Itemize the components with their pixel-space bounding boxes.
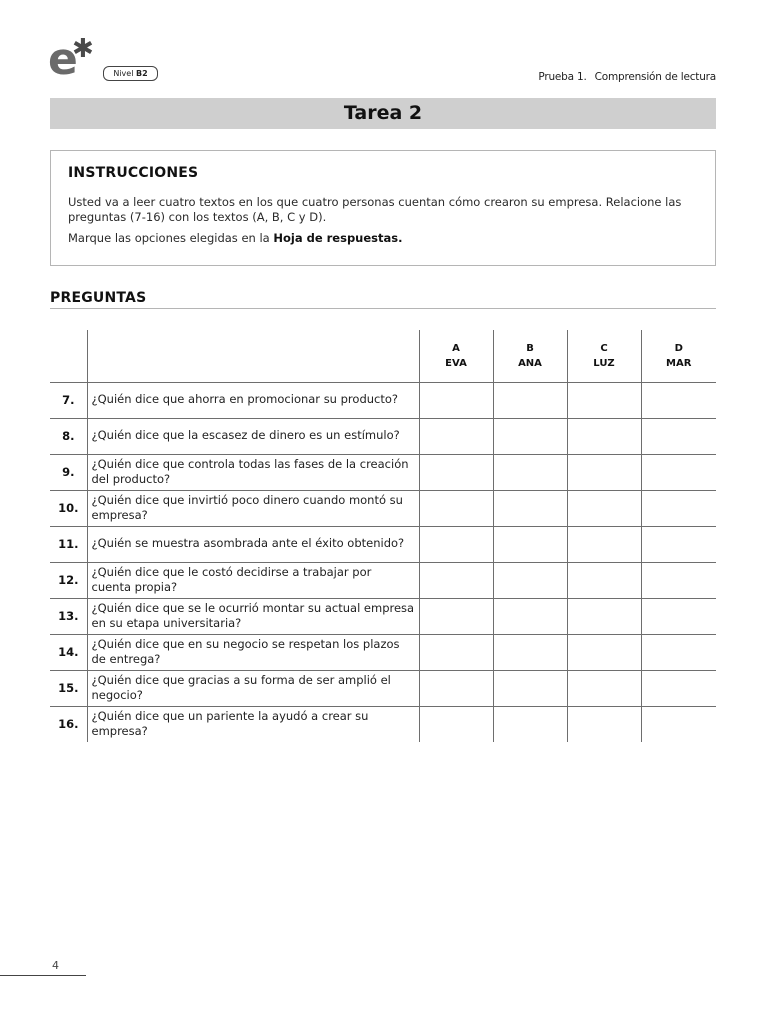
question-text: ¿Quién dice que gracias a su forma de ser amplió el negocio? (87, 670, 419, 706)
header-empty-number (50, 330, 87, 382)
answer-cell-c[interactable] (567, 526, 641, 562)
answer-cell-a[interactable] (419, 526, 493, 562)
answer-cell-d[interactable] (641, 562, 716, 598)
question-number: 9. (50, 454, 87, 490)
table-row (50, 454, 716, 490)
table-row (50, 526, 716, 562)
questions-heading: PREGUNTAS (50, 290, 716, 309)
answer-cell-a[interactable] (419, 706, 493, 742)
column-letter: C (600, 342, 608, 354)
column-name: MAR (666, 357, 692, 369)
answer-cell-a[interactable] (419, 634, 493, 670)
logo-letter: e (48, 34, 78, 85)
test-name: Prueba 1. (538, 71, 587, 83)
answer-cell-d[interactable] (641, 526, 716, 562)
answer-cell-a[interactable] (419, 670, 493, 706)
answer-cell-b[interactable] (493, 562, 567, 598)
header-empty-question (87, 330, 419, 382)
answer-cell-d[interactable] (641, 418, 716, 454)
answer-cell-c[interactable] (567, 562, 641, 598)
answer-cell-c[interactable] (567, 598, 641, 634)
answer-cell-a[interactable] (419, 418, 493, 454)
answer-cell-d[interactable] (641, 454, 716, 490)
table-row (50, 670, 716, 706)
table-row (50, 706, 716, 742)
instructions-paragraph-2 (68, 231, 698, 246)
footer-rule (0, 975, 86, 976)
answer-cell-a[interactable] (419, 490, 493, 526)
answer-cell-b[interactable] (493, 526, 567, 562)
logo-star-icon: ✱ (72, 34, 94, 64)
answer-cell-b[interactable] (493, 490, 567, 526)
table-row (50, 598, 716, 634)
table-row (50, 490, 716, 526)
answer-cell-d[interactable] (641, 670, 716, 706)
instructions-box (50, 150, 716, 266)
answer-cell-b[interactable] (493, 598, 567, 634)
question-number: 14. (50, 634, 87, 670)
answer-cell-c[interactable] (567, 634, 641, 670)
column-name: EVA (445, 357, 467, 369)
question-text: ¿Quién dice que ahorra en promocionar su producto? (87, 382, 419, 418)
question-number: 7. (50, 382, 87, 418)
answer-cell-d[interactable] (641, 382, 716, 418)
question-number: 16. (50, 706, 87, 742)
answer-sheet-reference: Hoja de respuestas. (273, 231, 403, 245)
answer-cell-a[interactable] (419, 598, 493, 634)
question-number: 8. (50, 418, 87, 454)
question-text: ¿Quién dice que invirtió poco dinero cuando montó su empresa? (87, 490, 419, 526)
table-row (50, 562, 716, 598)
table-row (50, 382, 716, 418)
column-name: LUZ (593, 357, 615, 369)
column-header-c (567, 330, 641, 382)
question-number: 12. (50, 562, 87, 598)
question-text: ¿Quién dice que un pariente la ayudó a crear su empresa? (87, 706, 419, 742)
questions-table (50, 330, 716, 742)
question-number: 11. (50, 526, 87, 562)
answer-cell-b[interactable] (493, 670, 567, 706)
answer-cell-c[interactable] (567, 670, 641, 706)
question-text: ¿Quién dice que le costó decidirse a trabajar por cuenta propia? (87, 562, 419, 598)
column-letter: B (526, 342, 534, 354)
answer-cell-b[interactable] (493, 706, 567, 742)
page-number: 4 (52, 959, 59, 972)
answer-cell-b[interactable] (493, 418, 567, 454)
column-header-d (641, 330, 716, 382)
question-text: ¿Quién se muestra asombrada ante el éxito obtenido? (87, 526, 419, 562)
table-row (50, 418, 716, 454)
answer-cell-b[interactable] (493, 382, 567, 418)
answer-cell-d[interactable] (641, 706, 716, 742)
answer-cell-a[interactable] (419, 562, 493, 598)
question-text: ¿Quién dice que en su negocio se respetan los plazos de entrega? (87, 634, 419, 670)
instructions-paragraph-1: Usted va a leer cuatro textos en los que cuatro personas cuentan cómo crearon su empresa. Relacione las preguntas (7-16) con los textos (A, B, C y D). (68, 195, 682, 224)
question-text: ¿Quién dice que se le ocurrió montar su actual empresa en su etapa universitaria? (87, 598, 419, 634)
table-row (50, 634, 716, 670)
question-number: 15. (50, 670, 87, 706)
question-number: 13. (50, 598, 87, 634)
question-number: 10. (50, 490, 87, 526)
instructions-heading: INSTRUCCIONES (68, 165, 199, 181)
column-name: ANA (518, 357, 542, 369)
question-text: ¿Quién dice que controla todas las fases de la creación del producto? (87, 454, 419, 490)
section-name: Comprensión de lectura (594, 71, 716, 83)
column-header-a (419, 330, 493, 382)
column-letter: A (452, 342, 460, 354)
level-value: B2 (135, 69, 148, 78)
answer-cell-c[interactable] (567, 490, 641, 526)
answer-cell-d[interactable] (641, 634, 716, 670)
answer-cell-d[interactable] (641, 490, 716, 526)
column-header-b (493, 330, 567, 382)
task-title: Tarea 2 (50, 98, 716, 129)
answer-cell-c[interactable] (567, 418, 641, 454)
logo (48, 34, 108, 88)
answer-cell-d[interactable] (641, 598, 716, 634)
answer-cell-b[interactable] (493, 634, 567, 670)
answer-cell-c[interactable] (567, 454, 641, 490)
answer-cell-a[interactable] (419, 454, 493, 490)
test-header (538, 71, 716, 83)
level-label: Nivel (113, 69, 134, 78)
answer-cell-c[interactable] (567, 706, 641, 742)
column-letter: D (674, 342, 683, 354)
table-header-row (50, 330, 716, 382)
level-badge (103, 66, 158, 81)
question-text: ¿Quién dice que la escasez de dinero es un estímulo? (87, 418, 419, 454)
answer-cell-a[interactable] (419, 382, 493, 418)
instructions-paragraph-2-text: Marque las opciones elegidas en la (68, 231, 274, 245)
answer-cell-c[interactable] (567, 382, 641, 418)
answer-cell-b[interactable] (493, 454, 567, 490)
